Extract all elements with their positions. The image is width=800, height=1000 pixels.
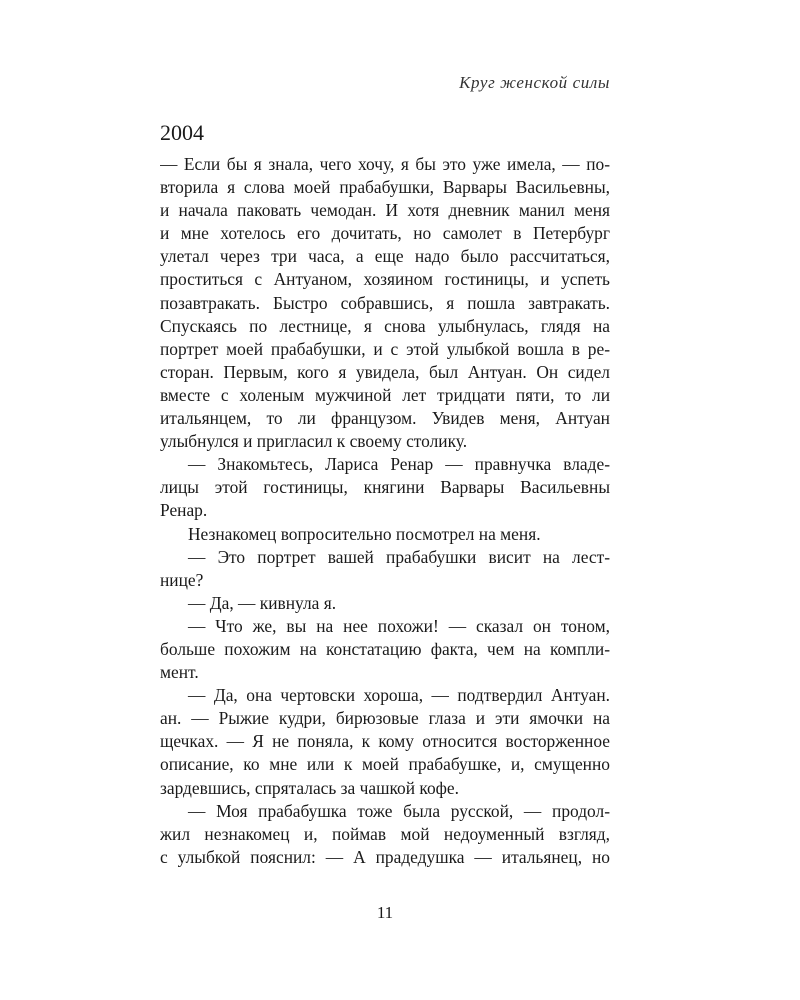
page-number: 11 [376,903,394,922]
text-line: портрет моей прабабушки, и с этой улыбкой вошла в ре- [160,338,610,359]
running-head: Круг женской силы [459,73,610,92]
text-line: — Знакомьтесь, Лариса Ренар — правнучка владе- [188,454,610,475]
text-line: — Моя прабабушка тоже была русской, — продол- [188,800,610,821]
text-line: проститься с Антуаном, хозяином гостиницы, и успеть [160,269,610,290]
body-text [160,153,610,869]
text-line: — Да, — кивнула я. [188,592,337,613]
text-line: улыбнулся и пригласил к своему столику. [160,431,468,452]
text-line: и мне хотелось его дочитать, но самолет в Петербург [160,223,610,244]
text-line: нице? [160,569,204,590]
text-line: описание, ко мне или к моей прабабушке, и, смущенно [160,754,610,775]
text-line: лицы этой гостиницы, княгини Варвары Васильевны [160,477,610,498]
text-line: жил незнакомец и, поймав мой недоуменный взгляд, [160,823,610,844]
text-line: — Если бы я знала, чего хочу, я бы это уже имела, — по- [160,154,610,174]
text-line: Спускаясь по лестнице, я снова улыбнулась, глядя на [160,315,610,336]
text-line: вторила я слова моей прабабушки, Варвары Васильевны, [160,177,610,198]
text-line: щечках. — Я не поняла, к кому относится восторженное [160,731,610,752]
text-line: улетал через три часа, а еще надо было рассчитаться, [160,246,610,267]
text-line: — Что же, вы на нее похожи! — сказал он тоном, [188,615,610,636]
text-line: — Это портрет вашей прабабушки висит на лест- [188,546,610,567]
text-line: позавтракать. Быстро собравшись, я пошла завтракать. [160,292,610,313]
text-line: с улыбкой пояснил: — А прадедушка — итальянец, но [160,846,610,867]
text-line: итальянцем, то ли французом. Увидев меня, Антуан [160,408,610,429]
text-line: сторан. Первым, кого я увидела, был Антуан. Он сидел [160,361,610,382]
text-line: — Да, она чертовски хороша, — подтвердил Антуан. [188,685,610,706]
text-line: больше похожим на констатацию факта, чем на компли- [160,638,610,659]
text-line: вместе с холеным мужчиной лет тридцати пяти, то ли [160,384,610,405]
section-heading-year: 2004 [160,120,204,145]
text-line: мент. [160,662,199,683]
text-line: ан. — Рыжие кудри, бирюзовые глаза и эти ямочки на [160,708,610,729]
text-line: и начала паковать чемодан. И хотя дневник манил меня [160,200,610,221]
text-line: Незнакомец вопросительно посмотрел на меня. [188,523,541,544]
text-line: зардевшись, спряталась за чашкой кофе. [160,777,459,798]
text-line: Ренар. [160,500,208,521]
